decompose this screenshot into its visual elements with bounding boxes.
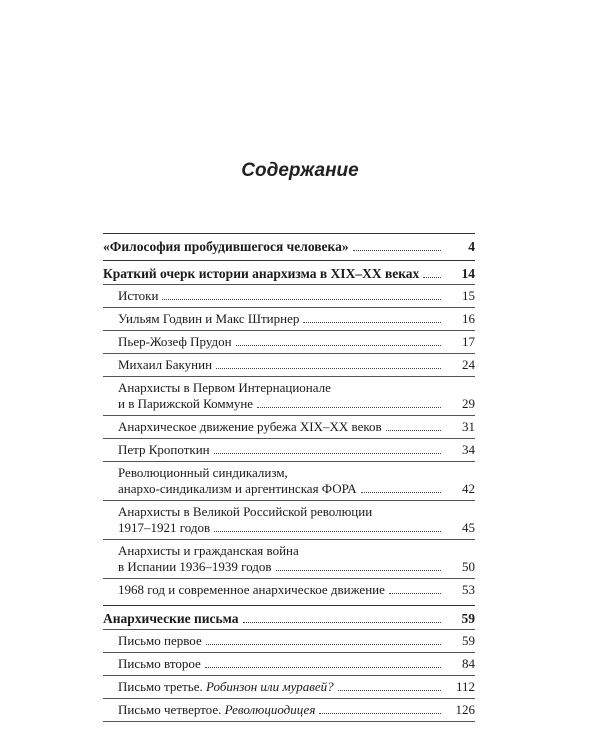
toc-entry-label: Краткий очерк истории анархизма в XIX–XX веках bbox=[103, 266, 420, 281]
toc-subentry[interactable] bbox=[103, 582, 475, 598]
dot-leader bbox=[319, 713, 441, 714]
dot-leader bbox=[303, 322, 441, 323]
dot-leader bbox=[276, 570, 441, 571]
page-title: Содержание bbox=[241, 160, 359, 181]
toc-subentry-label: Михаил Бакунин bbox=[118, 357, 213, 372]
toc-entry-philosophy[interactable] bbox=[103, 239, 475, 255]
toc-subentry-label: анархо-синдикализм и аргентинская ФОРА bbox=[118, 481, 357, 496]
toc-subentry-label-line1: Революционный синдикализм, bbox=[118, 465, 288, 480]
toc-subentry[interactable] bbox=[103, 462, 475, 500]
toc-subentry-page: 42 bbox=[462, 481, 475, 496]
toc-entry-label: «Философия пробудившегося человека» bbox=[103, 239, 349, 254]
toc-subentry-label: Истоки bbox=[118, 288, 159, 303]
toc-subentry[interactable] bbox=[103, 442, 475, 458]
toc-subentry-page: 29 bbox=[462, 396, 475, 411]
toc-subentry-page: 50 bbox=[462, 559, 475, 574]
toc-subentry-page: 53 bbox=[462, 582, 475, 597]
toc-subentry-page: 34 bbox=[462, 442, 475, 457]
toc-subentry-label-line1: Анархисты и гражданская война bbox=[118, 543, 299, 558]
dot-leader bbox=[214, 531, 441, 532]
dot-leader bbox=[206, 644, 441, 645]
toc-subentry[interactable] bbox=[103, 633, 475, 649]
toc-subentry[interactable] bbox=[103, 656, 475, 672]
toc-subentry[interactable] bbox=[103, 419, 475, 435]
toc-subentry-label: 1917–1921 годов bbox=[118, 520, 211, 535]
dot-leader bbox=[214, 453, 441, 454]
dot-leader bbox=[243, 622, 441, 623]
toc-subentry-label-line1: Анархисты в Великой Российской революции bbox=[118, 504, 373, 519]
toc-subentry-label: Петр Кропоткин bbox=[118, 442, 210, 457]
toc-subentry-label: Письмо второе bbox=[118, 656, 201, 671]
toc-subentry-label-wrap bbox=[118, 679, 334, 695]
dot-leader bbox=[162, 299, 441, 300]
toc-subentry[interactable] bbox=[103, 540, 475, 578]
toc-subentry[interactable] bbox=[103, 357, 475, 373]
toc-subentry-label: Письмо четвертое. bbox=[118, 702, 222, 717]
toc-subentry-label: Пьер-Жозеф Прудон bbox=[118, 334, 232, 349]
toc-subentry-page: 126 bbox=[455, 702, 475, 717]
toc-subentry[interactable] bbox=[103, 501, 475, 539]
dot-leader bbox=[257, 407, 441, 408]
toc-subentry-page: 45 bbox=[462, 520, 475, 535]
dot-leader bbox=[361, 492, 441, 493]
toc-subentry[interactable] bbox=[103, 702, 475, 718]
toc-subentry[interactable] bbox=[103, 679, 475, 695]
toc-subentry-page: 112 bbox=[455, 679, 475, 694]
toc-subentry-page: 59 bbox=[462, 633, 475, 648]
toc-subentry[interactable] bbox=[103, 288, 475, 304]
toc-subentry-page: 15 bbox=[462, 288, 475, 303]
toc-subentry-label: Письмо третье. bbox=[118, 679, 203, 694]
table-of-contents bbox=[103, 233, 475, 722]
dot-leader bbox=[216, 368, 441, 369]
toc-subentry-page: 24 bbox=[462, 357, 475, 372]
dot-leader bbox=[338, 690, 441, 691]
toc-subentry-italic: Революциодицея bbox=[224, 702, 316, 717]
toc-entry-label: Анархические письма bbox=[103, 611, 239, 626]
toc-entry-history[interactable] bbox=[103, 266, 475, 282]
toc-subentry-label: 1968 год и современное анархическое движение bbox=[118, 582, 385, 597]
toc-subentry[interactable] bbox=[103, 311, 475, 327]
toc-subentry-label-wrap bbox=[118, 702, 315, 718]
toc-subentry-page: 16 bbox=[462, 311, 475, 326]
dot-leader bbox=[236, 345, 441, 346]
dot-leader bbox=[353, 250, 441, 251]
dot-leader bbox=[205, 667, 441, 668]
toc-subentry-label: Анархическое движение рубежа XIX–XX веков bbox=[118, 419, 382, 434]
toc-subentry[interactable] bbox=[103, 377, 475, 415]
toc-subentry-label: и в Парижской Коммуне bbox=[118, 396, 254, 411]
toc-subentry-italic: Робинзон или муравей? bbox=[206, 679, 334, 694]
toc-subentry-label: Письмо первое bbox=[118, 633, 202, 648]
toc-subentry-page: 84 bbox=[462, 656, 475, 671]
toc-entry-letters[interactable] bbox=[103, 611, 475, 627]
toc-subentry-page: 31 bbox=[462, 419, 475, 434]
dot-leader bbox=[386, 430, 441, 431]
toc-entry-page: 4 bbox=[468, 239, 475, 254]
toc-subentry-page: 17 bbox=[462, 334, 475, 349]
dot-leader bbox=[389, 593, 441, 594]
toc-subentry[interactable] bbox=[103, 334, 475, 350]
toc-subentry-label: в Испании 1936–1939 годов bbox=[118, 559, 272, 574]
dot-leader bbox=[423, 277, 441, 278]
toc-entry-page: 14 bbox=[461, 266, 475, 281]
toc-subentry-label-line1: Анархисты в Первом Интернационале bbox=[118, 380, 331, 395]
toc-subentry-label: Уильям Годвин и Макс Штирнер bbox=[118, 311, 300, 326]
toc-entry-page: 59 bbox=[461, 611, 475, 626]
